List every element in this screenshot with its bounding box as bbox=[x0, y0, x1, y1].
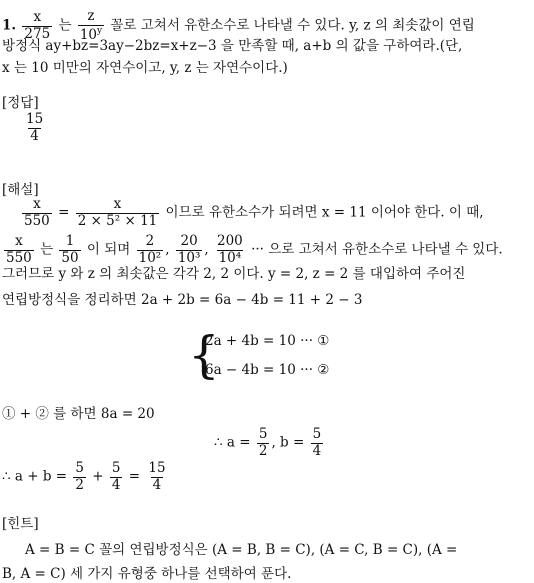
system-brace: { bbox=[188, 326, 220, 384]
solution-line-2: $\frac{x}{550}$ 는 $\frac{1}{50}$ 이 되며 $\frac{2}{\text{10²}}$ , $\frac{20}{\text{10³}}$ , $\frac{200}{\text{10⁴}}$ ··· 으로 고쳐서 유한소수로 나타낼 수 있다. bbox=[6, 233, 503, 266]
answer-label: [정답] bbox=[2, 95, 39, 111]
problem-line-3: x 는 10 미만의 자연수이고, y, z 는 자연수이다.) bbox=[2, 60, 288, 76]
fraction-x-over-275: $\frac{x}{275}$ bbox=[24, 9, 51, 42]
solution-line-4: 연립방정식을 정리하면 2a + 2b = 6a − 4b = 11 + 2 − 3 bbox=[2, 292, 363, 308]
problem-line-2: 방정식 ay+bz=3ay−2bz=x+z−3 을 만족할 때, a+b 의 값을 구하여라.(단, bbox=[2, 38, 463, 54]
hint-line-2: B, A = C) 세 가지 유형중 하나를 선택하여 푼다. bbox=[2, 566, 292, 582]
solution-line-5: ① + ② 를 하면 8a = 20 bbox=[2, 406, 155, 422]
system-equation-2: 6a − 4b = 10 ··· ② bbox=[205, 362, 330, 378]
problem-number: 1. bbox=[2, 17, 17, 34]
hint-label: [힌트] bbox=[2, 516, 39, 532]
system-equation-1: 2a + 4b = 10 ··· ① bbox=[205, 333, 330, 349]
answer-fraction: $\frac{15}{4}$ bbox=[26, 111, 44, 144]
hint-line-1: A = B = C 꼴의 연립방정식은 (A = B, B = C), (A = C, B = C), (A = bbox=[25, 542, 458, 558]
problem-line-1: 1. $\frac{x}{275}$ 는 $\frac{z}{10^y}$ 꼴로 고쳐서 유한소수로 나타낼 수 있다. y, z 의 최솟값이 연립 bbox=[2, 8, 475, 43]
solution-line-1: $\frac{x}{550}$ = $\frac{x}{\text{2 × 5² × 11}}$ 이므로 유한소수가 되려면 x = 11 이어야 한다. 이 때, bbox=[24, 196, 484, 229]
solution-line-7: ∴ a + b = $\frac{5}{2}$ + $\frac{5}{4}$ = $\frac{15}{4}$ bbox=[2, 460, 166, 493]
solution-line-3: 그러므로 y 와 z 의 최솟값은 각각 2, 2 이다. y = 2, z = 2 를 대입하여 주어진 bbox=[2, 266, 466, 282]
fraction-z-over-10y: $\frac{z}{10^y}$ bbox=[79, 8, 103, 43]
solution-label: [해설] bbox=[2, 182, 39, 198]
solution-line-6: ∴ a = $\frac{5}{2}$ , b = $\frac{5}{4}$ bbox=[214, 426, 322, 459]
